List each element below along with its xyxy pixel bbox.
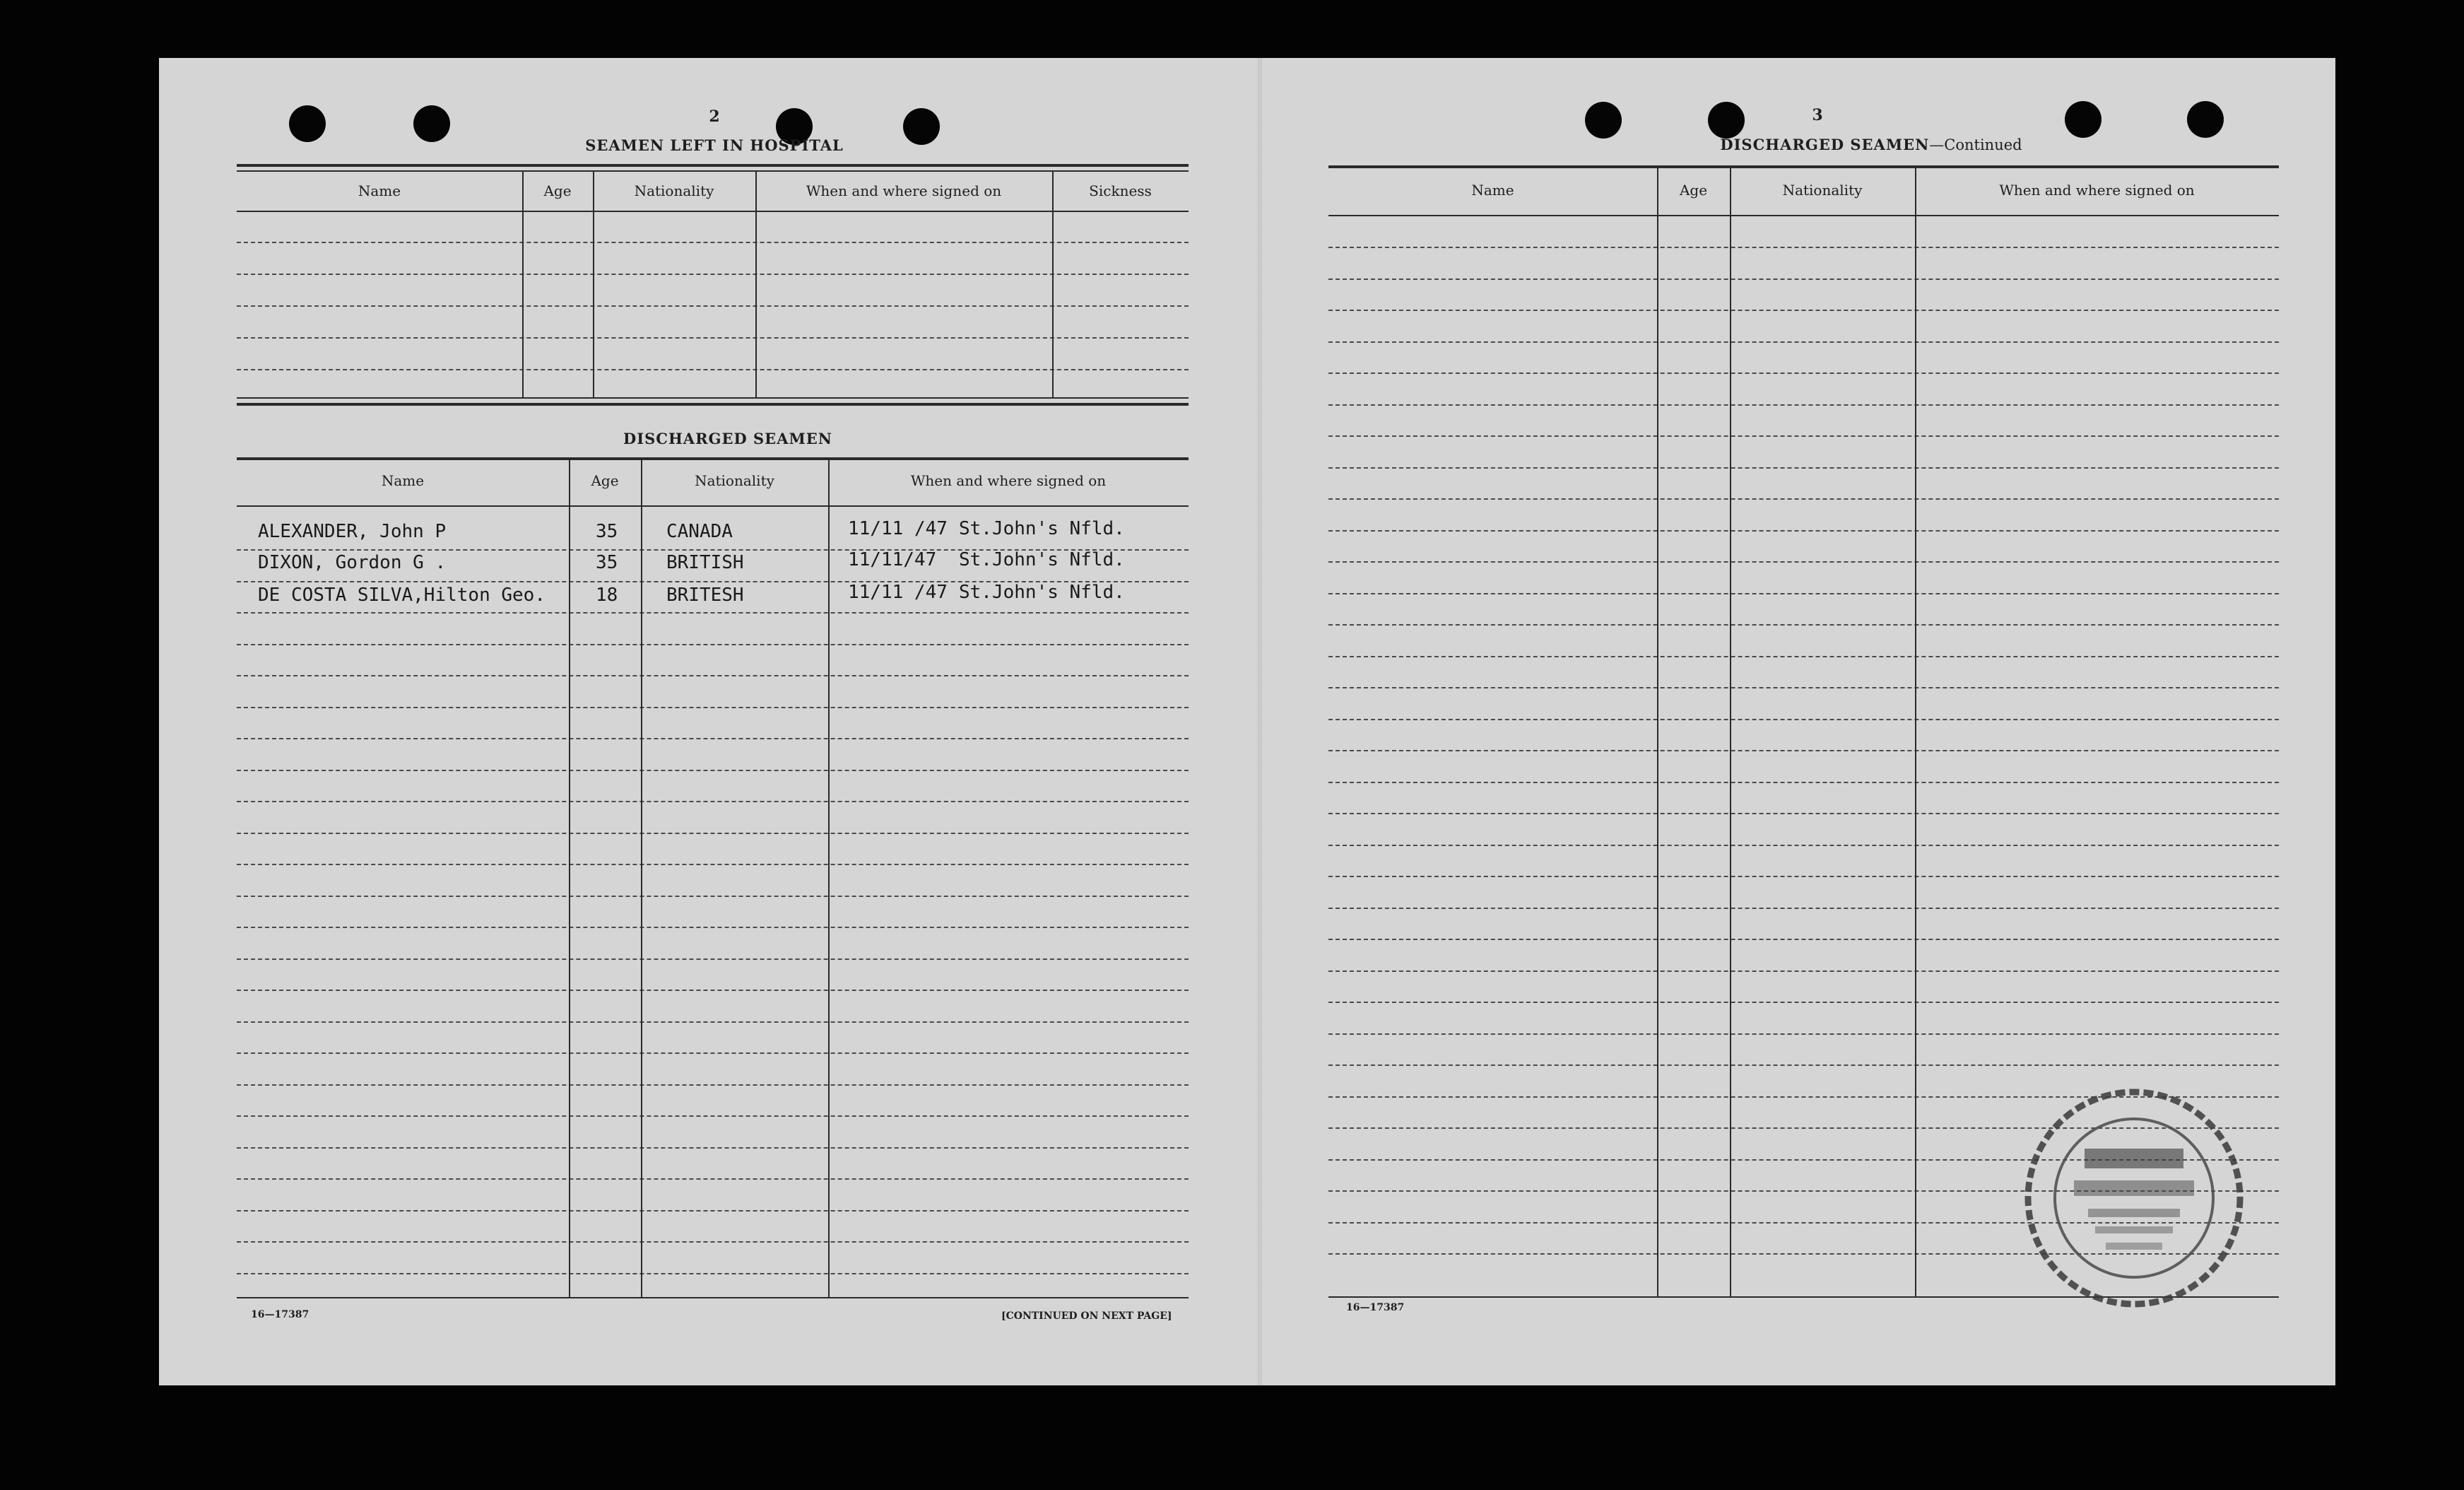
seaman-nationality: BRITESH: [666, 585, 744, 606]
ruled-row-line: [1328, 247, 2279, 248]
immigration-stamp-icon: [2017, 1081, 2251, 1315]
seaman-name: DE COSTA SILVA,Hilton Geo.: [258, 585, 546, 606]
ruled-row-line: [1328, 435, 2279, 437]
discharged-col-name: Name: [381, 472, 425, 489]
ruled-row-line: [1328, 939, 2279, 940]
hospital-col-signed-on: When and where signed on: [806, 182, 1002, 199]
ruled-row-line: [1328, 845, 2279, 846]
ruled-row-line: [237, 958, 1189, 960]
signed-on-date: 11/11 /47: [848, 582, 948, 603]
signed-on-date: 11/11/47: [848, 549, 937, 570]
signed-on-place: St.John's Nfld.: [959, 518, 1125, 539]
seaman-age: 18: [596, 585, 618, 606]
right-section-title-main: DISCHARGED SEAMEN: [1720, 136, 1930, 153]
ruled-row-line: [237, 833, 1189, 834]
ruled-row-line: [237, 896, 1189, 897]
hospital-col-name: Name: [358, 182, 401, 199]
seaman-age: 35: [596, 552, 618, 573]
ruled-row-line: [1328, 372, 2279, 374]
signed-on-date: 11/11 /47: [848, 518, 948, 539]
ruled-row-line: [1328, 310, 2279, 311]
seaman-age: 35: [596, 521, 618, 542]
ruled-row-line: [237, 612, 1189, 614]
ruled-row-line: [1328, 593, 2279, 594]
discharged-section-title: DISCHARGED SEAMEN: [623, 430, 832, 447]
ruled-row-line: [1328, 1064, 2279, 1066]
ruled-row-line: [1328, 561, 2279, 563]
ruled-row-line: [237, 738, 1189, 739]
ruled-row-line: [237, 675, 1189, 676]
ruled-row-line: [1328, 530, 2279, 532]
right-col-age: Age: [1679, 182, 1708, 199]
ruled-row-line: [237, 1021, 1189, 1023]
punch-hole: [413, 105, 450, 142]
left-form-number: 16—17387: [251, 1309, 310, 1320]
signed-on-place: St.John's Nfld.: [959, 549, 1125, 570]
hospital-col-age: Age: [543, 182, 572, 199]
ruled-row-line: [237, 1115, 1189, 1117]
punch-hole: [289, 105, 326, 142]
continued-note: [CONTINUED ON NEXT PAGE]: [1001, 1310, 1172, 1322]
ruled-row-line: [237, 1052, 1189, 1054]
ruled-row-line: [237, 801, 1189, 802]
ruled-row-line: [1328, 813, 2279, 814]
right-page-number: 3: [1812, 106, 1823, 124]
ruled-row-line: [1328, 624, 2279, 626]
punch-hole: [2065, 101, 2102, 138]
ruled-row-line: [1328, 876, 2279, 877]
right-section-title-suffix: —Continued: [1929, 136, 2022, 153]
seaman-nationality: CANADA: [666, 521, 733, 542]
ruled-row-line: [1328, 341, 2279, 343]
hospital-col-nationality: Nationality: [634, 182, 714, 199]
right-col-signed-on: When and where signed on: [1999, 182, 2195, 199]
right-section-title: [1720, 136, 2022, 153]
ruled-row-line: [237, 864, 1189, 865]
ruled-row-line: [237, 990, 1189, 991]
right-col-name: Name: [1471, 182, 1514, 199]
right-form-number: 16—17387: [1346, 1302, 1405, 1313]
seaman-name: ALEXANDER, John P: [258, 521, 447, 542]
punch-hole: [903, 108, 940, 145]
ruled-row-line: [237, 927, 1189, 928]
seaman-name: DIXON, Gordon G .: [258, 552, 447, 573]
discharged-table: [237, 457, 1189, 1302]
right-col-nationality: Nationality: [1782, 182, 1863, 199]
punch-hole: [1708, 102, 1745, 139]
ruled-row-line: [237, 1147, 1189, 1149]
ruled-row-line: [237, 1178, 1189, 1180]
ruled-row-line: [1328, 719, 2279, 720]
ruled-row-line: [237, 1084, 1189, 1086]
ruled-row-line: [1328, 467, 2279, 469]
ruled-row-line: [1328, 1002, 2279, 1003]
hospital-col-sickness: Sickness: [1089, 182, 1152, 199]
hospital-table: [237, 164, 1189, 408]
punch-hole: [2187, 101, 2224, 138]
signed-on-place: St.John's Nfld.: [959, 582, 1125, 603]
document-sheet: [159, 58, 2335, 1385]
ruled-row-line: [237, 1210, 1189, 1212]
ruled-row-line: [1328, 1033, 2279, 1035]
ruled-row-line: [1328, 687, 2279, 688]
ruled-row-line: [1328, 782, 2279, 783]
ruled-row-line: [237, 644, 1189, 645]
ruled-row-line: [1328, 498, 2279, 500]
hospital-section-title: SEAMEN LEFT IN HOSPITAL: [585, 136, 844, 154]
ruled-row-line: [237, 707, 1189, 708]
ruled-row-line: [237, 1273, 1189, 1274]
ruled-row-line: [1328, 750, 2279, 751]
ruled-row-line: [1328, 908, 2279, 909]
left-page-number: 2: [709, 107, 720, 126]
ruled-row-line: [237, 1241, 1189, 1243]
discharged-col-signed-on: When and where signed on: [910, 472, 1107, 489]
ruled-row-line: [1328, 656, 2279, 657]
discharged-col-nationality: Nationality: [695, 472, 774, 489]
ruled-row-line: [1328, 404, 2279, 406]
seaman-nationality: BRITISH: [666, 552, 744, 573]
punch-hole: [1585, 102, 1622, 139]
discharged-col-age: Age: [591, 472, 619, 489]
ruled-row-line: [1328, 970, 2279, 972]
ruled-row-line: [1328, 278, 2279, 280]
ruled-row-line: [237, 770, 1189, 771]
